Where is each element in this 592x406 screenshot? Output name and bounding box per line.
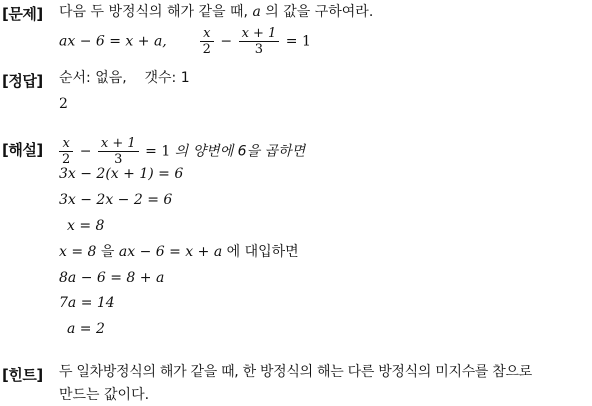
sol-line1-text: 의 양변에 6을 곱하면	[170, 143, 306, 160]
hint-line-1: 두 일차방정식의 해가 같을 때, 한 방정식의 해는 다른 방정식의 미지수를 참으로	[59, 364, 532, 380]
problem-text-after: 의 값을 구하여라.	[260, 4, 374, 20]
solution-line-8: a = 2	[67, 321, 105, 337]
sol-fraction-1: $\frac{x}{2}$	[59, 136, 73, 167]
equation-1: ax − 6 = x + a,	[59, 33, 167, 50]
problem-text	[59, 2, 373, 22]
solution-line-2: 3x − 2(x + 1) = 6	[59, 166, 184, 182]
problem-label: [문제]	[2, 5, 43, 23]
hint-line-2: 만드는 값이다.	[59, 387, 150, 403]
solution-line-1	[59, 136, 305, 167]
solution-line-7: 7a = 14	[59, 295, 115, 311]
answer-line-1: 순서: 없음, 갯수: 1	[59, 70, 190, 86]
solution-label: [해설]	[2, 141, 43, 159]
problem-text-before: 다음 두 방정식의 해가 같을 때,	[59, 4, 253, 20]
answer-label: [정답]	[2, 72, 43, 90]
solution-line-6: 8a − 6 = 8 + a	[59, 270, 165, 286]
sol-rhs: = 1	[145, 143, 171, 160]
solution-line-3: 3x − 2x − 2 = 6	[59, 192, 173, 208]
eq2-minus: −	[220, 33, 233, 50]
eq2-rhs: = 1	[285, 33, 311, 50]
solution-line-4: x = 8	[67, 218, 105, 234]
problem-var-a: a	[252, 4, 261, 20]
answer-line-2: 2	[59, 96, 68, 112]
hint-label: [힌트]	[2, 366, 43, 384]
solution-line-5: x = 8 을 ax − 6 = x + a 에 대입하면	[59, 244, 299, 260]
sol-fraction-2: $\frac{x + 1}{3}$	[98, 136, 139, 167]
sol-minus: −	[79, 143, 92, 160]
eq2-fraction-2: $\frac{x + 1}{3}$	[239, 26, 280, 57]
eq2-fraction-1: $\frac{x}{2}$	[200, 26, 214, 57]
problem-equations	[59, 26, 311, 57]
